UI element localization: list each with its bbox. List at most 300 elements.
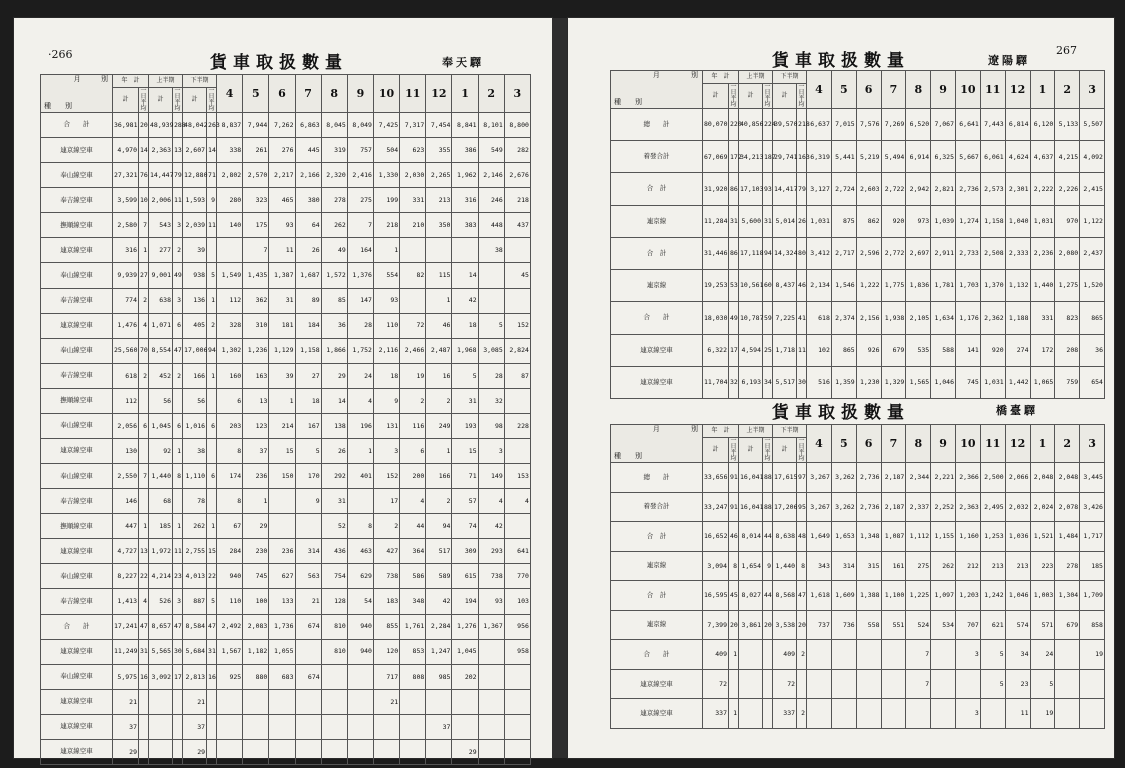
table-cell: 4,594 bbox=[739, 334, 763, 366]
table-cell: 19 bbox=[1030, 699, 1055, 729]
table-cell bbox=[139, 388, 149, 413]
table-cell bbox=[504, 388, 530, 413]
table-cell: 3,094 bbox=[703, 551, 729, 581]
table-cell: 2,363 bbox=[956, 492, 981, 522]
table-cell: 452 bbox=[149, 363, 173, 388]
table-cell: 319 bbox=[321, 138, 347, 163]
table-cell bbox=[217, 238, 243, 263]
table-cell bbox=[139, 689, 149, 714]
table-cell: 4,092 bbox=[1080, 141, 1105, 173]
table-cell: 147 bbox=[347, 288, 373, 313]
freight-table-left bbox=[40, 74, 531, 765]
table-cell: 3,599 bbox=[113, 188, 139, 213]
table-cell bbox=[321, 689, 347, 714]
station-name: 遼陽驛 bbox=[988, 54, 1030, 67]
table-cell: 8,049 bbox=[347, 113, 373, 138]
table-cell: 94 bbox=[207, 338, 217, 363]
table-cell bbox=[856, 669, 881, 699]
table-cell: 1,968 bbox=[452, 338, 478, 363]
table-cell: 136 bbox=[183, 288, 207, 313]
table-cell: 282 bbox=[504, 138, 530, 163]
month-header: 8 bbox=[906, 71, 931, 109]
table-cell: 436 bbox=[321, 539, 347, 564]
row-label: 連京線空車 bbox=[41, 689, 113, 714]
table-cell: 23 bbox=[173, 564, 183, 589]
table-cell bbox=[347, 739, 373, 764]
table-cell: 16 bbox=[139, 664, 149, 689]
table-cell: 2,495 bbox=[980, 492, 1005, 522]
table-cell bbox=[173, 489, 183, 514]
table-cell: 172 bbox=[729, 141, 739, 173]
table-cell: 1,718 bbox=[773, 334, 797, 366]
table-cell bbox=[207, 714, 217, 739]
table-cell: 437 bbox=[504, 213, 530, 238]
table-cell: 1,567 bbox=[217, 639, 243, 664]
table-cell: 185 bbox=[149, 514, 173, 539]
table-cell: 19 bbox=[1080, 640, 1105, 670]
table-row bbox=[611, 141, 1105, 173]
table-cell: 47 bbox=[173, 338, 183, 363]
right-page bbox=[568, 18, 1114, 758]
table-cell bbox=[452, 714, 478, 739]
table-cell: 445 bbox=[295, 138, 321, 163]
table-cell bbox=[173, 739, 183, 764]
month-header: 11 bbox=[980, 71, 1005, 109]
table-cell: 940 bbox=[347, 639, 373, 664]
table-cell: 46 bbox=[797, 270, 807, 302]
table-cell: 6 bbox=[400, 439, 426, 464]
table-cell: 549 bbox=[478, 138, 504, 163]
table-cell: 629 bbox=[347, 564, 373, 589]
table-cell: 16 bbox=[207, 664, 217, 689]
table-cell: 19,253 bbox=[703, 270, 729, 302]
table-title: 貨車取扱數量 bbox=[206, 48, 352, 76]
table-cell: 223 bbox=[1030, 551, 1055, 581]
table-cell bbox=[347, 489, 373, 514]
table-cell: 202 bbox=[452, 664, 478, 689]
table-cell bbox=[149, 714, 173, 739]
table-cell: 42 bbox=[426, 589, 452, 614]
table-cell bbox=[426, 238, 452, 263]
row-label: 着發合計 bbox=[611, 492, 703, 522]
table-cell: 1,387 bbox=[269, 263, 295, 288]
table-cell: 1 bbox=[729, 699, 739, 729]
table-cell: 1,565 bbox=[906, 366, 931, 398]
table-cell: 535 bbox=[906, 334, 931, 366]
table-cell bbox=[1080, 669, 1105, 699]
total-subheader: 計 bbox=[703, 438, 729, 463]
table-cell: 284 bbox=[217, 539, 243, 564]
table-cell: 21 bbox=[295, 589, 321, 614]
table-cell: 9,939 bbox=[113, 263, 139, 288]
table-cell: 17 bbox=[373, 489, 399, 514]
table-cell: 1,781 bbox=[931, 270, 956, 302]
table-cell: 920 bbox=[881, 205, 906, 237]
row-label: 合 計 bbox=[611, 237, 703, 269]
table-cell: 2,105 bbox=[906, 302, 931, 334]
table-cell: 1,440 bbox=[149, 464, 173, 489]
table-cell: 3,262 bbox=[831, 463, 856, 493]
row-label: 合 計 bbox=[611, 522, 703, 552]
table-cell: 3 bbox=[373, 439, 399, 464]
table-cell: 59 bbox=[763, 302, 773, 334]
table-cell: 588 bbox=[931, 334, 956, 366]
table-cell: 7,015 bbox=[831, 109, 856, 141]
table-cell: 60 bbox=[763, 270, 773, 302]
table-cell: 2,226 bbox=[1055, 173, 1080, 205]
table-cell: 5,507 bbox=[1080, 109, 1105, 141]
table-cell: 218 bbox=[797, 109, 807, 141]
table-cell bbox=[217, 714, 243, 739]
table-cell: 2,134 bbox=[807, 270, 832, 302]
table-cell: 1,122 bbox=[1080, 205, 1105, 237]
table-cell: 1,618 bbox=[807, 581, 832, 611]
table-cell: 11,704 bbox=[703, 366, 729, 398]
table-cell: 91 bbox=[729, 463, 739, 493]
corner-top-label: 月 bbox=[652, 71, 660, 79]
table-cell bbox=[373, 714, 399, 739]
table-cell: 2,736 bbox=[956, 173, 981, 205]
table-cell: 274 bbox=[1005, 334, 1030, 366]
table-cell: 14,417 bbox=[773, 173, 797, 205]
table-cell: 6,641 bbox=[956, 109, 981, 141]
table-cell: 8 bbox=[797, 551, 807, 581]
row-label: 撫順線空車 bbox=[41, 514, 113, 539]
corner-mid-label: 別 bbox=[101, 75, 108, 83]
table-cell: 7,944 bbox=[243, 113, 269, 138]
daily-average-subheader: 一日平均 bbox=[730, 83, 737, 108]
table-cell: 23 bbox=[1005, 669, 1030, 699]
table-cell: 47 bbox=[797, 581, 807, 611]
month-header: 2 bbox=[478, 75, 504, 113]
table-cell: 31,446 bbox=[703, 237, 729, 269]
table-cell: 1,484 bbox=[1055, 522, 1080, 552]
table-cell: 2,221 bbox=[931, 463, 956, 493]
table-cell: 2,942 bbox=[906, 173, 931, 205]
table-cell: 315 bbox=[856, 551, 881, 581]
table-cell: 1,276 bbox=[452, 614, 478, 639]
row-label: 合 計 bbox=[611, 302, 703, 334]
table-cell: 517 bbox=[426, 539, 452, 564]
table-cell: 29 bbox=[452, 739, 478, 764]
table-cell: 70 bbox=[139, 338, 149, 363]
month-header: 5 bbox=[243, 75, 269, 113]
table-cell: 9 bbox=[295, 489, 321, 514]
table-cell: 7,225 bbox=[773, 302, 797, 334]
table-cell: 2,722 bbox=[881, 173, 906, 205]
table-cell: 112 bbox=[113, 388, 139, 413]
month-header: 4 bbox=[807, 425, 832, 463]
table-cell: 8,045 bbox=[321, 113, 347, 138]
table-cell: 49 bbox=[729, 302, 739, 334]
table-cell: 29 bbox=[183, 739, 207, 764]
row-label: 連京線空車 bbox=[41, 313, 113, 338]
table-cell: 1,442 bbox=[1005, 366, 1030, 398]
table-cell: 2,733 bbox=[956, 237, 981, 269]
table-row bbox=[41, 514, 531, 539]
table-cell: 1,087 bbox=[881, 522, 906, 552]
table-cell: 447 bbox=[113, 514, 139, 539]
table-cell bbox=[956, 669, 981, 699]
corner-mid-label: 別 bbox=[691, 71, 698, 79]
table-cell bbox=[139, 489, 149, 514]
table-cell: 679 bbox=[1055, 610, 1080, 640]
daily-average-subheader: 一日平均 bbox=[208, 87, 215, 112]
table-cell: 87 bbox=[504, 363, 530, 388]
table-cell: 2,187 bbox=[881, 492, 906, 522]
table-row bbox=[41, 363, 531, 388]
table-cell: 21 bbox=[113, 689, 139, 714]
table-cell: 409 bbox=[703, 640, 729, 670]
table-cell: 56 bbox=[183, 388, 207, 413]
table-cell: 571 bbox=[1030, 610, 1055, 640]
table-cell: 5,565 bbox=[149, 639, 173, 664]
table-cell: 48 bbox=[797, 522, 807, 552]
table-cell bbox=[807, 699, 832, 729]
table-cell bbox=[504, 238, 530, 263]
table-cell: 34 bbox=[1005, 640, 1030, 670]
table-cell: 236 bbox=[269, 539, 295, 564]
table-cell: 2,006 bbox=[149, 188, 173, 213]
station-name: 橋臺驛 bbox=[996, 404, 1038, 417]
table-cell: 199 bbox=[373, 188, 399, 213]
row-label: 奉吉線空車 bbox=[41, 288, 113, 313]
total-subheader: 計 bbox=[739, 438, 763, 463]
row-label: 着發合計 bbox=[611, 141, 703, 173]
month-header: 11 bbox=[980, 425, 1005, 463]
table-cell: 3 bbox=[956, 640, 981, 670]
table-cell: 25,560 bbox=[113, 338, 139, 363]
table-row bbox=[41, 564, 531, 589]
table-cell: 1,160 bbox=[956, 522, 981, 552]
table-cell: 7 bbox=[906, 640, 931, 670]
table-cell bbox=[173, 388, 183, 413]
table-cell: 551 bbox=[881, 610, 906, 640]
table-cell: 31,920 bbox=[703, 173, 729, 205]
table-cell: 4,727 bbox=[113, 539, 139, 564]
table-cell: 110 bbox=[373, 313, 399, 338]
table-cell: 5,517 bbox=[773, 366, 797, 398]
table-cell: 1,046 bbox=[931, 366, 956, 398]
table-cell: 2,320 bbox=[321, 163, 347, 188]
row-label: 奉山線空車 bbox=[41, 163, 113, 188]
table-cell: 42 bbox=[452, 288, 478, 313]
table-cell: 166 bbox=[426, 464, 452, 489]
table-cell bbox=[739, 669, 763, 699]
table-cell: 1,703 bbox=[956, 270, 981, 302]
table-cell: 1,649 bbox=[807, 522, 832, 552]
table-cell: 350 bbox=[426, 213, 452, 238]
table-cell: 2,146 bbox=[478, 163, 504, 188]
table-row bbox=[41, 664, 531, 689]
table-cell: 67,069 bbox=[703, 141, 729, 173]
month-header: 6 bbox=[269, 75, 295, 113]
table-cell: 8,841 bbox=[452, 113, 478, 138]
table-cell: 11 bbox=[269, 238, 295, 263]
table-cell: 212 bbox=[956, 551, 981, 581]
table-row bbox=[41, 539, 531, 564]
table-cell: 24 bbox=[347, 363, 373, 388]
table-row bbox=[611, 551, 1105, 581]
table-cell: 31 bbox=[321, 489, 347, 514]
table-cell: 208 bbox=[1055, 334, 1080, 366]
table-cell: 18 bbox=[295, 388, 321, 413]
table-cell: 8,227 bbox=[113, 564, 139, 589]
table-cell: 2,265 bbox=[426, 163, 452, 188]
table-cell: 25 bbox=[763, 334, 773, 366]
table-cell: 12,880 bbox=[183, 163, 207, 188]
second-half-header: 下半期 bbox=[773, 425, 807, 438]
table-row bbox=[611, 699, 1105, 729]
table-cell: 1,866 bbox=[321, 338, 347, 363]
table-cell: 26 bbox=[321, 439, 347, 464]
month-header: 1 bbox=[1030, 71, 1055, 109]
table-cell: 328 bbox=[217, 313, 243, 338]
table-cell: 174 bbox=[217, 464, 243, 489]
table-cell: 31 bbox=[729, 205, 739, 237]
table-cell: 2,116 bbox=[373, 338, 399, 363]
table-cell: 348 bbox=[400, 589, 426, 614]
table-cell: 20 bbox=[763, 610, 773, 640]
table-cell bbox=[217, 739, 243, 764]
table-cell: 36 bbox=[321, 313, 347, 338]
table-cell: 3,426 bbox=[1080, 492, 1105, 522]
table-cell bbox=[452, 689, 478, 714]
table-cell: 2,676 bbox=[504, 163, 530, 188]
table-cell: 615 bbox=[452, 564, 478, 589]
table-row bbox=[41, 714, 531, 739]
table-cell: 13 bbox=[173, 138, 183, 163]
table-cell: 463 bbox=[347, 539, 373, 564]
month-header: 10 bbox=[956, 425, 981, 463]
table-cell: 31 bbox=[207, 639, 217, 664]
table-cell: 71 bbox=[207, 163, 217, 188]
table-cell: 86 bbox=[729, 237, 739, 269]
table-cell bbox=[478, 639, 504, 664]
book-gutter bbox=[552, 18, 568, 758]
table-cell bbox=[739, 699, 763, 729]
table-row bbox=[41, 739, 531, 764]
table-cell bbox=[807, 640, 832, 670]
table-cell: 1 bbox=[373, 238, 399, 263]
table-row bbox=[41, 338, 531, 363]
table-cell: 172 bbox=[1030, 334, 1055, 366]
table-cell: 887 bbox=[183, 589, 207, 614]
table-cell: 2,048 bbox=[1055, 463, 1080, 493]
month-header: 12 bbox=[1005, 71, 1030, 109]
table-cell: 213 bbox=[426, 188, 452, 213]
table-cell: 20 bbox=[139, 113, 149, 138]
table-cell: 6,325 bbox=[931, 141, 956, 173]
table-cell: 7 bbox=[243, 238, 269, 263]
table-cell: 32 bbox=[729, 366, 739, 398]
table-cell: 2,048 bbox=[1030, 463, 1055, 493]
table-cell bbox=[269, 489, 295, 514]
row-label: 連京線空車 bbox=[611, 334, 703, 366]
table-cell: 2 bbox=[139, 288, 149, 313]
table-cell: 2,284 bbox=[426, 614, 452, 639]
table-cell: 1,182 bbox=[243, 639, 269, 664]
table-cell: 2,736 bbox=[856, 492, 881, 522]
table-row bbox=[41, 213, 531, 238]
table-cell bbox=[207, 739, 217, 764]
table-cell: 2,222 bbox=[1030, 173, 1055, 205]
table-cell bbox=[295, 714, 321, 739]
table-cell: 5 bbox=[980, 669, 1005, 699]
table-row bbox=[611, 270, 1105, 302]
table-cell: 93 bbox=[478, 589, 504, 614]
table-cell: 7,067 bbox=[931, 109, 956, 141]
table-cell: 34 bbox=[763, 366, 773, 398]
table-cell: 263 bbox=[207, 113, 217, 138]
table-cell bbox=[931, 640, 956, 670]
table-cell: 5 bbox=[207, 589, 217, 614]
table-cell bbox=[763, 669, 773, 699]
table-cell: 29 bbox=[113, 739, 139, 764]
table-cell: 8,657 bbox=[149, 614, 173, 639]
table-cell: 5 bbox=[295, 439, 321, 464]
daily-average-subheader: 一日平均 bbox=[140, 87, 147, 112]
table-cell: 16,041 bbox=[739, 492, 763, 522]
table-cell: 1,236 bbox=[243, 338, 269, 363]
table-cell: 3,262 bbox=[831, 492, 856, 522]
table-cell bbox=[217, 689, 243, 714]
table-cell: 7 bbox=[347, 213, 373, 238]
table-cell: 925 bbox=[217, 664, 243, 689]
row-label: 奉山線空車 bbox=[41, 338, 113, 363]
table-cell: 98 bbox=[478, 413, 504, 438]
table-cell: 2,755 bbox=[183, 539, 207, 564]
table-cell: 1,388 bbox=[856, 581, 881, 611]
table-cell: 8,584 bbox=[183, 614, 207, 639]
total-subheader: 計 bbox=[183, 88, 207, 113]
table-cell: 9 bbox=[763, 551, 773, 581]
month-header: 10 bbox=[956, 71, 981, 109]
table-cell: 2,032 bbox=[1005, 492, 1030, 522]
table-cell: 14 bbox=[321, 388, 347, 413]
table-cell: 504 bbox=[373, 138, 399, 163]
table-row bbox=[41, 689, 531, 714]
corner-bottom-label: 種 別 bbox=[44, 102, 72, 111]
table-cell: 355 bbox=[426, 138, 452, 163]
table-cell: 2,039 bbox=[183, 213, 207, 238]
table-cell bbox=[763, 640, 773, 670]
table-cell: 93 bbox=[763, 173, 773, 205]
table-cell: 2,374 bbox=[831, 302, 856, 334]
table-cell: 331 bbox=[1030, 302, 1055, 334]
table-cell: 1,302 bbox=[217, 338, 243, 363]
table-cell: 2,156 bbox=[856, 302, 881, 334]
table-cell: 94 bbox=[763, 237, 773, 269]
table-cell: 2,030 bbox=[400, 163, 426, 188]
table-cell: 853 bbox=[400, 639, 426, 664]
table-row bbox=[611, 492, 1105, 522]
table-cell: 1,039 bbox=[931, 205, 956, 237]
table-cell: 2,066 bbox=[1005, 463, 1030, 493]
table-row bbox=[611, 463, 1105, 493]
table-cell: 8 bbox=[217, 489, 243, 514]
table-cell: 1,972 bbox=[149, 539, 173, 564]
corner-top-label: 月 bbox=[73, 75, 81, 83]
table-cell: 2,772 bbox=[881, 237, 906, 269]
table-cell: 262 bbox=[321, 213, 347, 238]
table-cell: 534 bbox=[931, 610, 956, 640]
table-cell: 2 bbox=[139, 363, 149, 388]
table-cell: 2,487 bbox=[426, 338, 452, 363]
table-cell: 5 bbox=[1030, 669, 1055, 699]
table-cell: 1,775 bbox=[881, 270, 906, 302]
table-cell: 865 bbox=[831, 334, 856, 366]
